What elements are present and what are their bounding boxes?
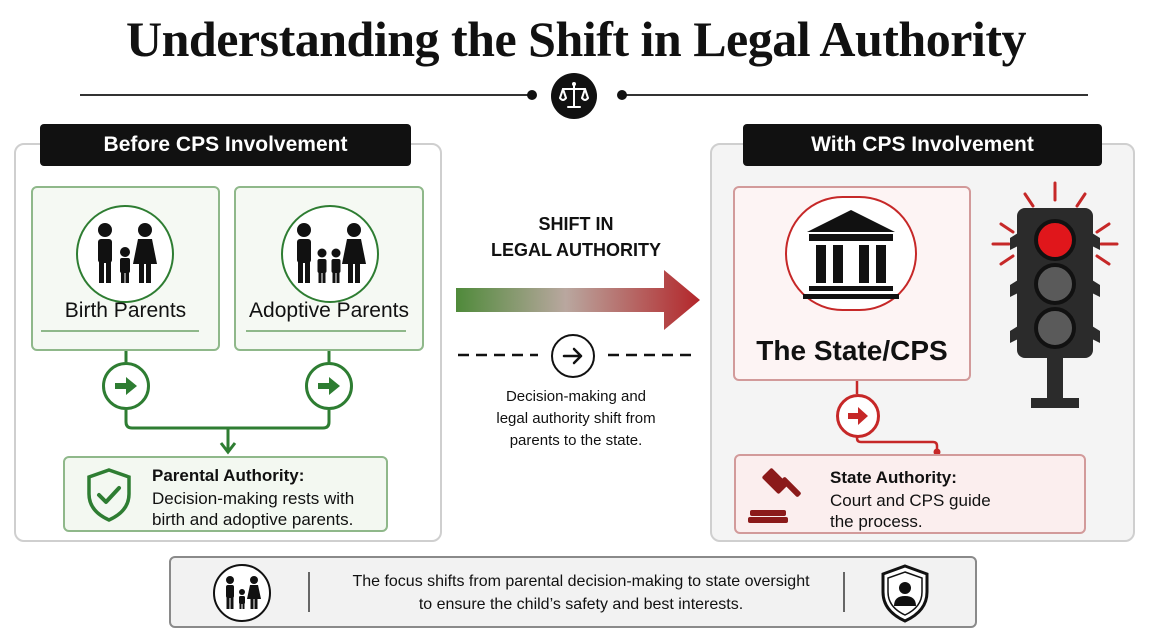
family-icon-footer <box>213 564 271 622</box>
shift-description-line-3: parents to the state. <box>509 432 643 449</box>
state-authority-line-1: Court and CPS guide <box>830 491 991 510</box>
adoptive-parents-label: Adoptive Parents <box>249 299 409 322</box>
parental-authority-title: Parental Authority: <box>152 466 305 485</box>
title-rule-dot-right <box>617 90 627 100</box>
footer-separator-left <box>308 572 310 612</box>
state-arrow-icon <box>836 394 880 438</box>
shift-label-line-2: LEGAL AUTHORITY <box>491 240 661 260</box>
gavel-icon <box>748 466 808 531</box>
parental-authority-line-1: Decision-making rests with <box>152 489 355 508</box>
footer-text-line-1: The focus shifts from parental decision-making to state oversight <box>352 573 810 590</box>
state-authority-box <box>734 454 1086 534</box>
birth-parents-arrow-icon <box>102 362 150 410</box>
state-authority-title: State Authority: <box>830 468 957 487</box>
title-rule-dot-left <box>527 90 537 100</box>
adoptive-parents-arrow-icon <box>305 362 353 410</box>
courthouse-icon <box>785 196 917 311</box>
parental-authority-box <box>63 456 388 532</box>
state-authority-line-2: the process. <box>830 512 923 531</box>
shift-description-line-2: legal authority shift from <box>496 410 656 427</box>
traffic-light-icon <box>985 178 1125 418</box>
birth-parents-label: Birth Parents <box>64 299 187 322</box>
footer-text-line-2: to ensure the child’s safety and best interests. <box>418 596 744 613</box>
shield-person-icon <box>879 564 931 629</box>
shift-label-line-1: SHIFT IN <box>538 214 614 234</box>
before-cps-header: Before CPS Involvement <box>40 124 411 166</box>
shield-check-icon <box>85 468 133 527</box>
footer-separator-right <box>843 572 845 612</box>
left-connector-lines <box>0 0 460 470</box>
shift-description-line-1: Decision-making and <box>505 388 647 405</box>
title-rule-right <box>622 94 1088 96</box>
scales-of-justice-icon <box>551 73 597 119</box>
shift-arrow-circle-icon <box>551 334 595 378</box>
page-title: Understanding the Shift in Legal Authority <box>126 11 1026 67</box>
with-cps-header: With CPS Involvement <box>743 124 1102 166</box>
shift-arrow <box>456 270 700 332</box>
state-cps-card <box>733 186 971 381</box>
state-cps-label: The State/CPS <box>756 335 948 366</box>
parental-authority-line-2: birth and adoptive parents. <box>152 510 354 529</box>
footer-summary-box <box>169 556 977 628</box>
